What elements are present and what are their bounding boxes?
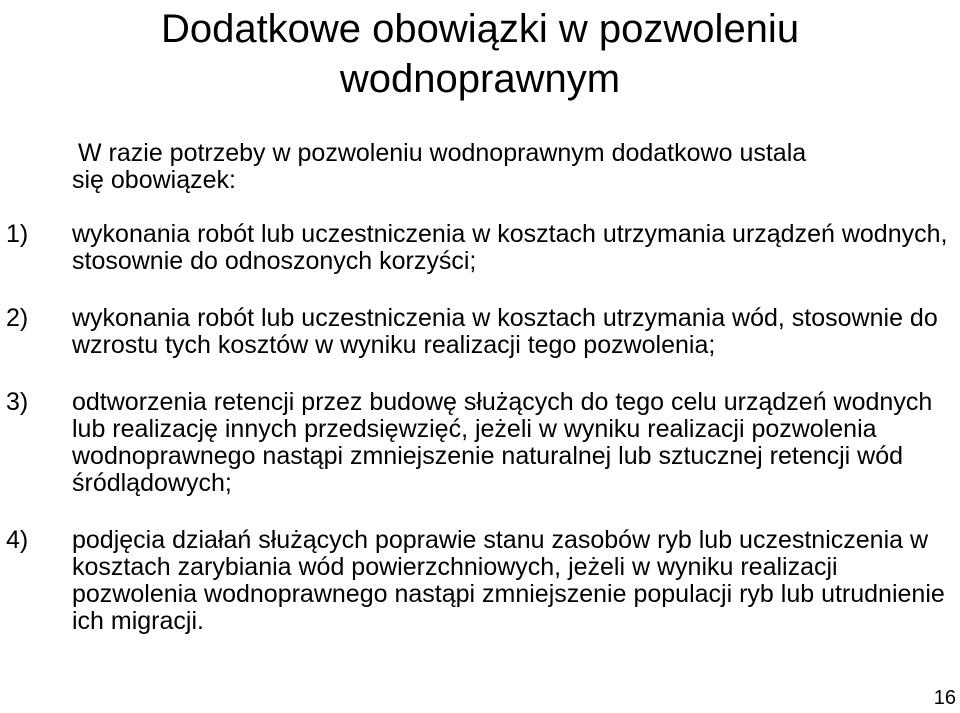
intro-line-1: W razie potrzeby w pozwoleniu wodnoprawnym dodatkowo ustala: [78, 139, 807, 167]
list-item: [0, 305, 950, 359]
slide-title: Dodatkowe obowiązki w pozwoleniu wodnoprawnym: [160, 7, 800, 101]
item-number: 3): [6, 388, 29, 416]
intro-line-2: się obowiązek:: [72, 166, 236, 194]
list-item: [0, 527, 950, 635]
item-number: 4): [6, 526, 29, 554]
item-number: 1): [6, 220, 29, 248]
item-text: podjęcia działań służących poprawie stanu zasobów ryb lub uczestniczenia w kosztach zarybiania wód powierzchniowych, jeżeli w wyniku realizacji pozwolenia wodnoprawnego nastąpi zmniejszenie populacji ryb lub utrudnienie ich migracji.: [72, 526, 945, 635]
list-item: [0, 221, 950, 275]
obligations-list: [0, 221, 950, 635]
item-text: odtworzenia retencji przez budowę służących do tego celu urządzeń wodnych lub realizację innych przedsięwzięć, jeżeli w wyniku realizacji pozwolenia wodnoprawnego nastąpi zmniejszenie naturalnej lub sztucznej retencji wód śródlądowych;: [72, 388, 933, 497]
page-number: 16: [933, 687, 956, 709]
item-text: wykonania robót lub uczestniczenia w kosztach utrzymania urządzeń wodnych, stosownie do odnoszonych korzyści;: [72, 220, 948, 275]
item-text: wykonania robót lub uczestniczenia w kosztach utrzymania wód, stosownie do wzrostu tych kosztów w wyniku realizacji tego pozwolenia;: [72, 304, 938, 359]
item-number: 2): [6, 304, 29, 332]
intro-paragraph: [72, 140, 952, 194]
list-item: [0, 389, 950, 497]
